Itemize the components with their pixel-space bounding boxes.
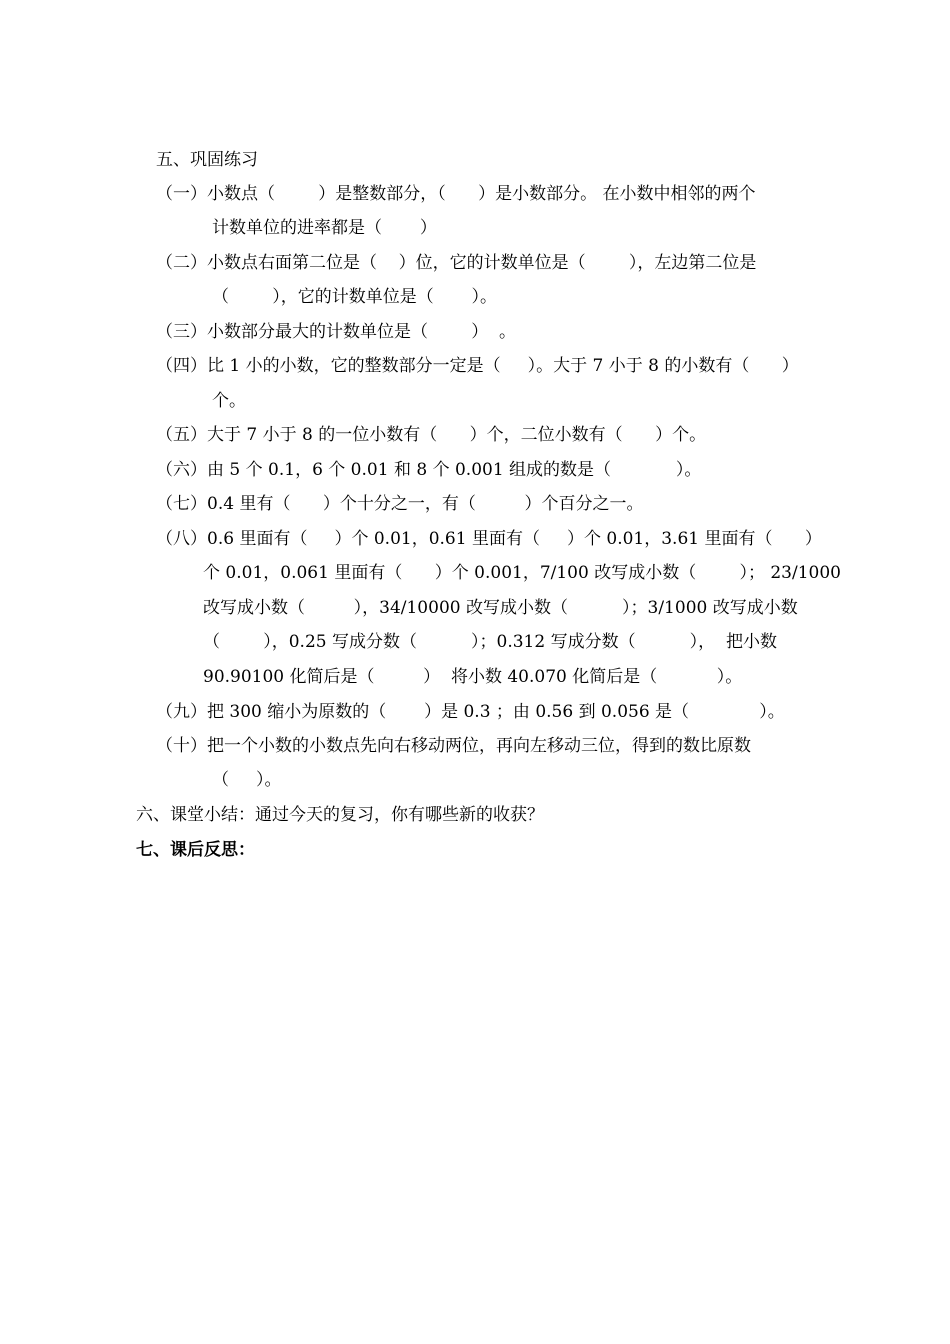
question-9-line-1: （九）把 300 缩小为原数的（ ）是 0.3 ；由 0.56 到 0.056 是（ ）。	[156, 702, 785, 722]
question-10-line-2: （ ）。	[212, 770, 282, 790]
question-8-line-1: （八）0.6 里面有（ ）个 0.01，0.61 里面有（ ）个 0.01，3.61 里面有（ ）	[156, 529, 822, 549]
question-8-line-2: 个 0.01，0.061 里面有（ ）个 0.001，7/100 改写成小数（ ）； 23/1000	[203, 563, 841, 583]
question-4-line-1: （四）比 1 小的小数，它的整数部分一定是（ ）。大于 7 小于 8 的小数有（ ）	[156, 356, 799, 376]
question-7-line-1: （七）0.4 里有（ ）个十分之一，有（ ）个百分之一。	[156, 494, 644, 514]
question-3-line-1: （三）小数部分最大的计数单位是（ ） 。	[156, 322, 517, 342]
question-8-line-5: 90.90100 化简后是（ ） 将小数 40.070 化简后是（ ）。	[203, 667, 743, 687]
question-2-line-1: （二）小数点右面第二位是（ ）位，它的计数单位是（ ），左边第二位是	[156, 253, 757, 273]
section-five-title: 五、巩固练习	[156, 150, 258, 170]
question-1-line-2: 计数单位的进率都是（ ）	[212, 218, 437, 238]
question-5-line-1: （五）大于 7 小于 8 的一位小数有（ ）个，二位小数有（ ）个。	[156, 425, 707, 445]
section-seven-title: 七、课后反思：	[136, 840, 255, 860]
question-2-line-2: （ ），它的计数单位是（ ）。	[212, 287, 498, 307]
question-10-line-1: （十）把一个小数的小数点先向右移动两位，再向左移动三位，得到的数比原数	[156, 736, 751, 756]
section-six-summary: 六、课堂小结：通过今天的复习，你有哪些新的收获？	[136, 805, 544, 825]
question-6-line-1: （六）由 5 个 0.1，6 个 0.01 和 8 个 0.001 组成的数是（ ）。	[156, 460, 702, 480]
question-8-line-4: （ ），0.25 写成分数（ ）；0.312 写成分数（ ）， 把小数	[203, 632, 777, 652]
question-8-line-3: 改写成小数（ ），34/10000 改写成小数（ ）；3/1000 改写成小数	[203, 598, 798, 618]
question-4-line-2: 个。	[212, 391, 246, 411]
question-1-line-1: （一）小数点（ ）是整数部分，（ ）是小数部分。 在小数中相邻的两个	[156, 184, 756, 204]
